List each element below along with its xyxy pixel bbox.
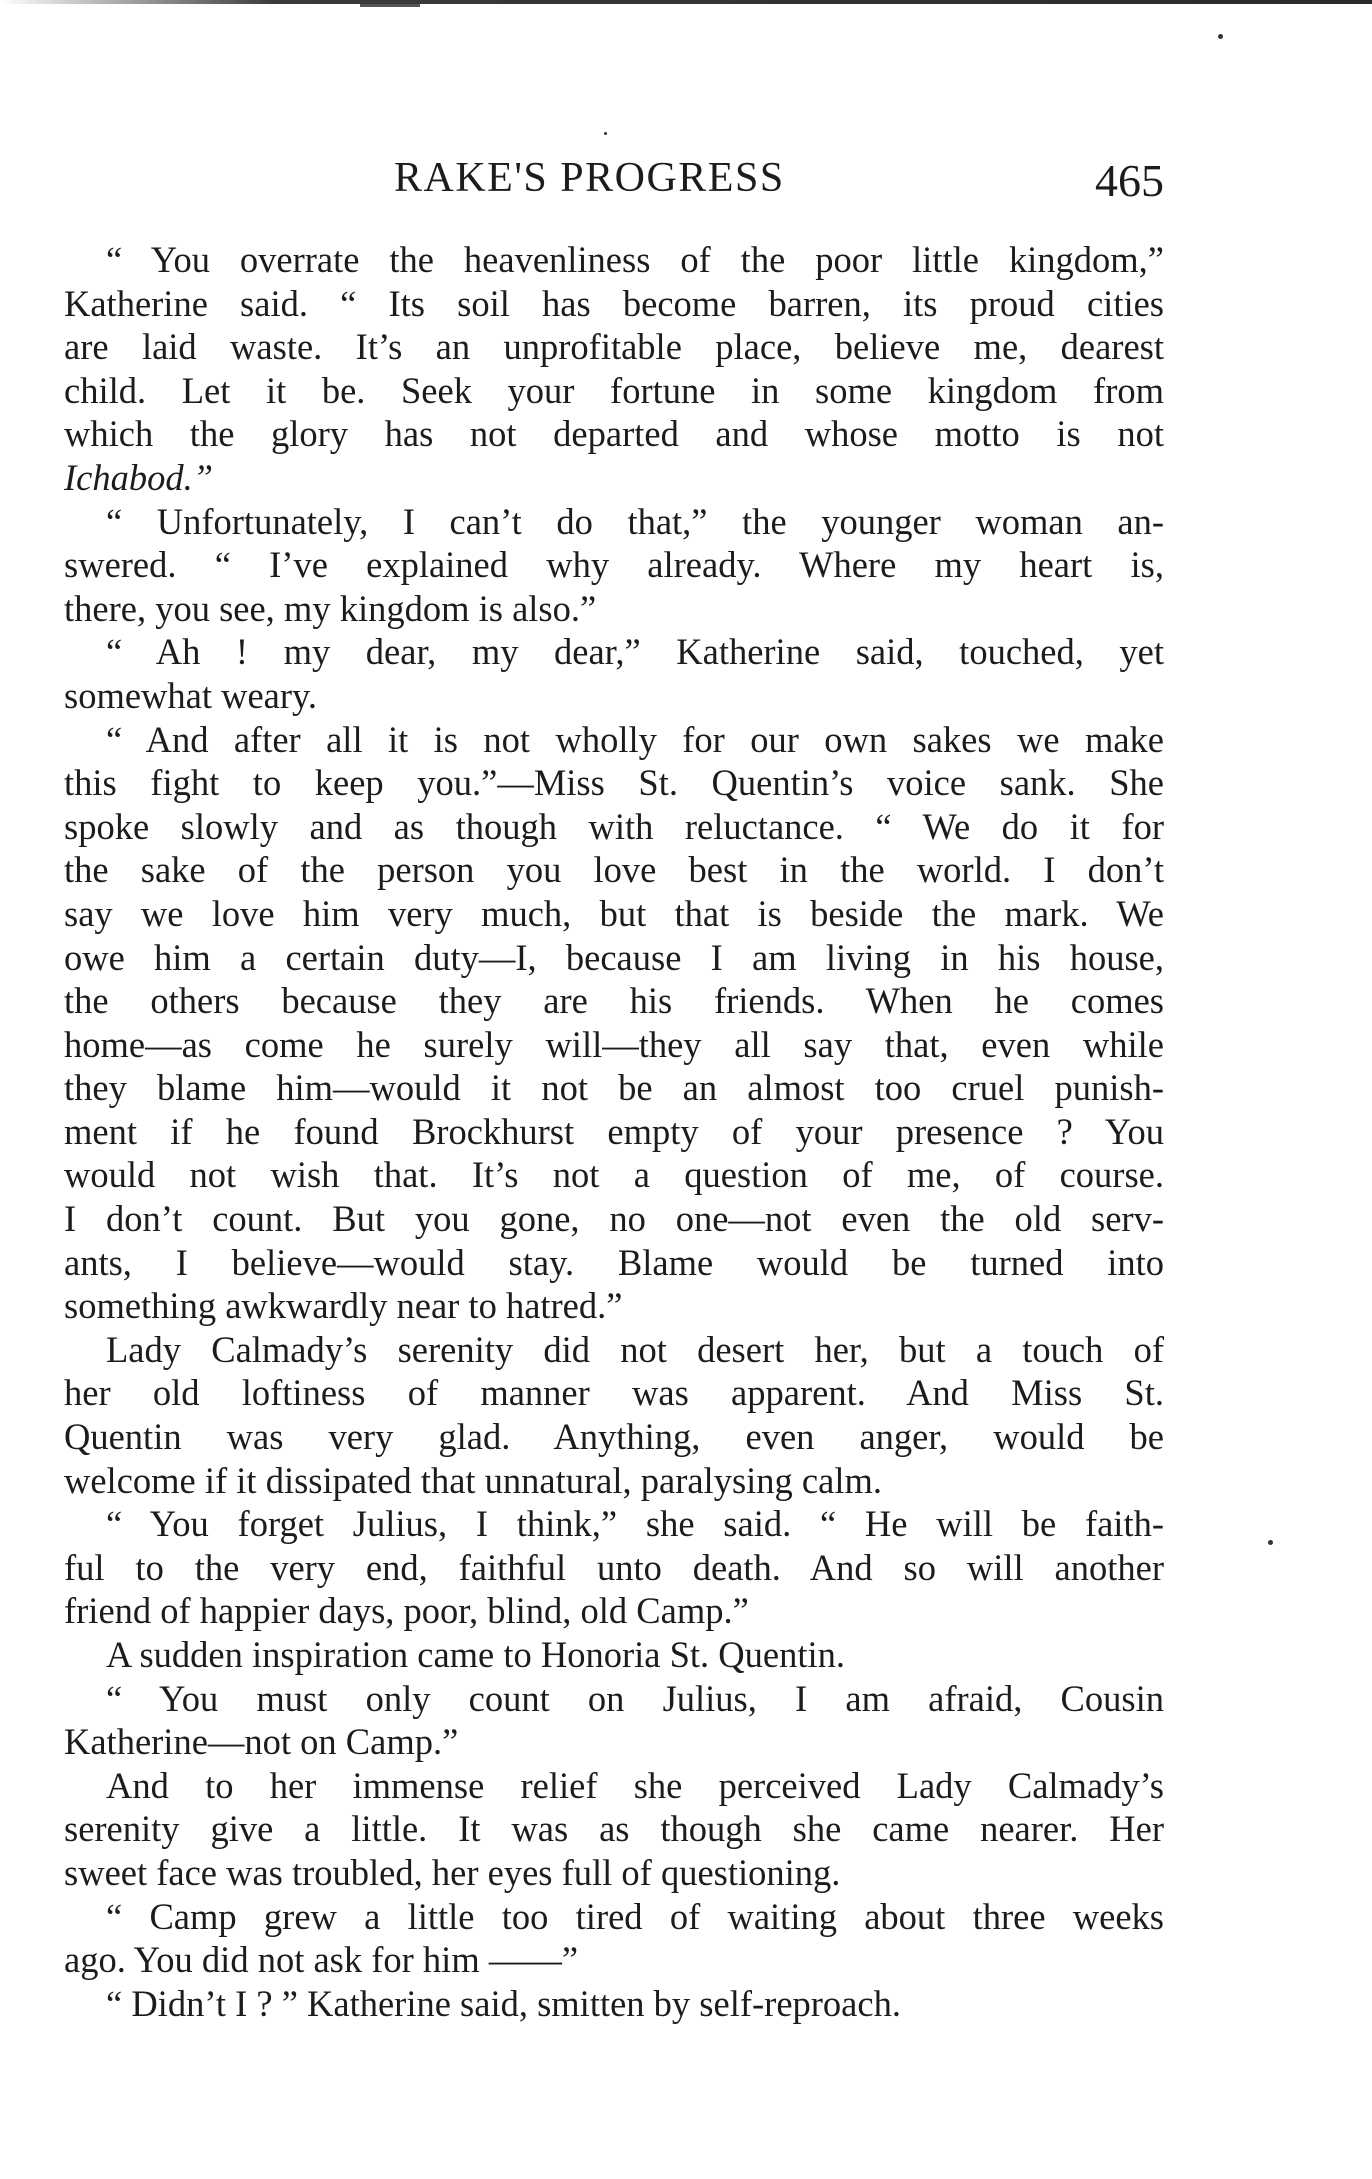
text-line: A sudden inspiration came to Honoria St. Quentin. (106, 1634, 846, 1675)
page-number: 465 (1095, 155, 1164, 206)
text-line: ago. You did not ask for him ——” (64, 1939, 579, 1981)
paper-speck (1218, 34, 1223, 39)
text-line: serenity give a little. It was as though she came nearer. Her (64, 1808, 1164, 1850)
text-line: there, you see, my kingdom is also.” (64, 587, 597, 629)
text-line: ment if he found Brockhurst empty of your presence ? You (64, 1110, 1164, 1152)
text-line: friend of happier days, poor, blind, old Camp.” (64, 1590, 749, 1632)
text-line: somewhat weary. (64, 674, 318, 716)
text-line: I don’t count. But you gone, no one—not even the old serv- (64, 1198, 1164, 1240)
text-line: child. Let it be. Seek your fortune in some kingdom from (64, 369, 1164, 411)
text-line: this fight to keep you.”—Miss St. Quentin’s voice sank. She (64, 762, 1164, 804)
text-line: Ichabod.” (64, 456, 214, 498)
text-line: sweet face was troubled, her eyes full of questioning. (64, 1851, 841, 1893)
text-line: spoke slowly and as though with reluctance. “ We do it for (64, 805, 1164, 847)
text-line: “ You forget Julius, I think,” she said. “ He will be faith- (106, 1503, 1164, 1545)
text-line: they blame him—would it not be an almost too cruel punish- (64, 1067, 1164, 1109)
text-line: welcome if it dissipated that unnatural, paralysing calm. (64, 1459, 882, 1501)
text-line: something awkwardly near to hatred.” (64, 1285, 623, 1327)
text-line: “ You overrate the heavenliness of the poor little kingdom,” (106, 239, 1164, 280)
text-line: ful to the very end, faithful unto death. And so will another (64, 1546, 1164, 1588)
text-line: owe him a certain duty—I, because I am living in his house, (64, 936, 1164, 978)
text-line: “ Unfortunately, I can’t do that,” the younger woman an- (106, 500, 1164, 542)
text-line: home—as come he surely will—they all say that, even while (64, 1023, 1164, 1065)
text-line: swered. “ I’ve explained why already. Where my heart is, (64, 544, 1164, 586)
text-line: would not wish that. It’s not a question of me, of course. (64, 1154, 1164, 1196)
text-line: “ Ah ! my dear, my dear,” Katherine said, touched, yet (106, 631, 1164, 673)
text-line: “ You must only count on Julius, I am afraid, Cousin (106, 1677, 1164, 1719)
text-line: And to her immense relief she perceived Lady Calmady’s (106, 1764, 1164, 1806)
text-line: Katherine said. “ Its soil has become barren, its proud cities (64, 282, 1164, 324)
paper-speck (1268, 1540, 1273, 1545)
text-line: Lady Calmady’s serenity did not desert her, but a touch of (106, 1328, 1164, 1370)
text-line: the others because they are his friends. When he comes (64, 980, 1164, 1022)
text-line: which the glory has not departed and whose motto is not (64, 413, 1164, 455)
text-line: say we love him very much, but that is beside the mark. We (64, 892, 1164, 934)
body-text (64, 238, 1164, 2025)
top-edge-rule (0, 0, 1372, 4)
text-line: her old loftiness of manner was apparent. And Miss St. (64, 1372, 1164, 1414)
text-line: Katherine—not on Camp.” (64, 1721, 459, 1763)
text-line: the sake of the person you love best in the world. I don’t (64, 849, 1164, 891)
text-line: ants, I believe—would stay. Blame would be turned into (64, 1241, 1164, 1283)
text-line: “ Camp grew a little too tired of waiting about three weeks (106, 1895, 1164, 1937)
running-title: RAKE'S PROGRESS (394, 155, 785, 201)
top-edge-mark (360, 4, 420, 7)
text-line: Quentin was very glad. Anything, even anger, would be (64, 1416, 1164, 1458)
text-line: “ Didn’t I ? ” Katherine said, smitten by self-reproach. (106, 1982, 901, 2024)
paper-speck (604, 132, 607, 135)
page-header (64, 154, 1164, 214)
text-line: are laid waste. It’s an unprofitable place, believe me, dearest (64, 326, 1164, 368)
text-line: “ And after all it is not wholly for our own sakes we make (106, 718, 1164, 760)
